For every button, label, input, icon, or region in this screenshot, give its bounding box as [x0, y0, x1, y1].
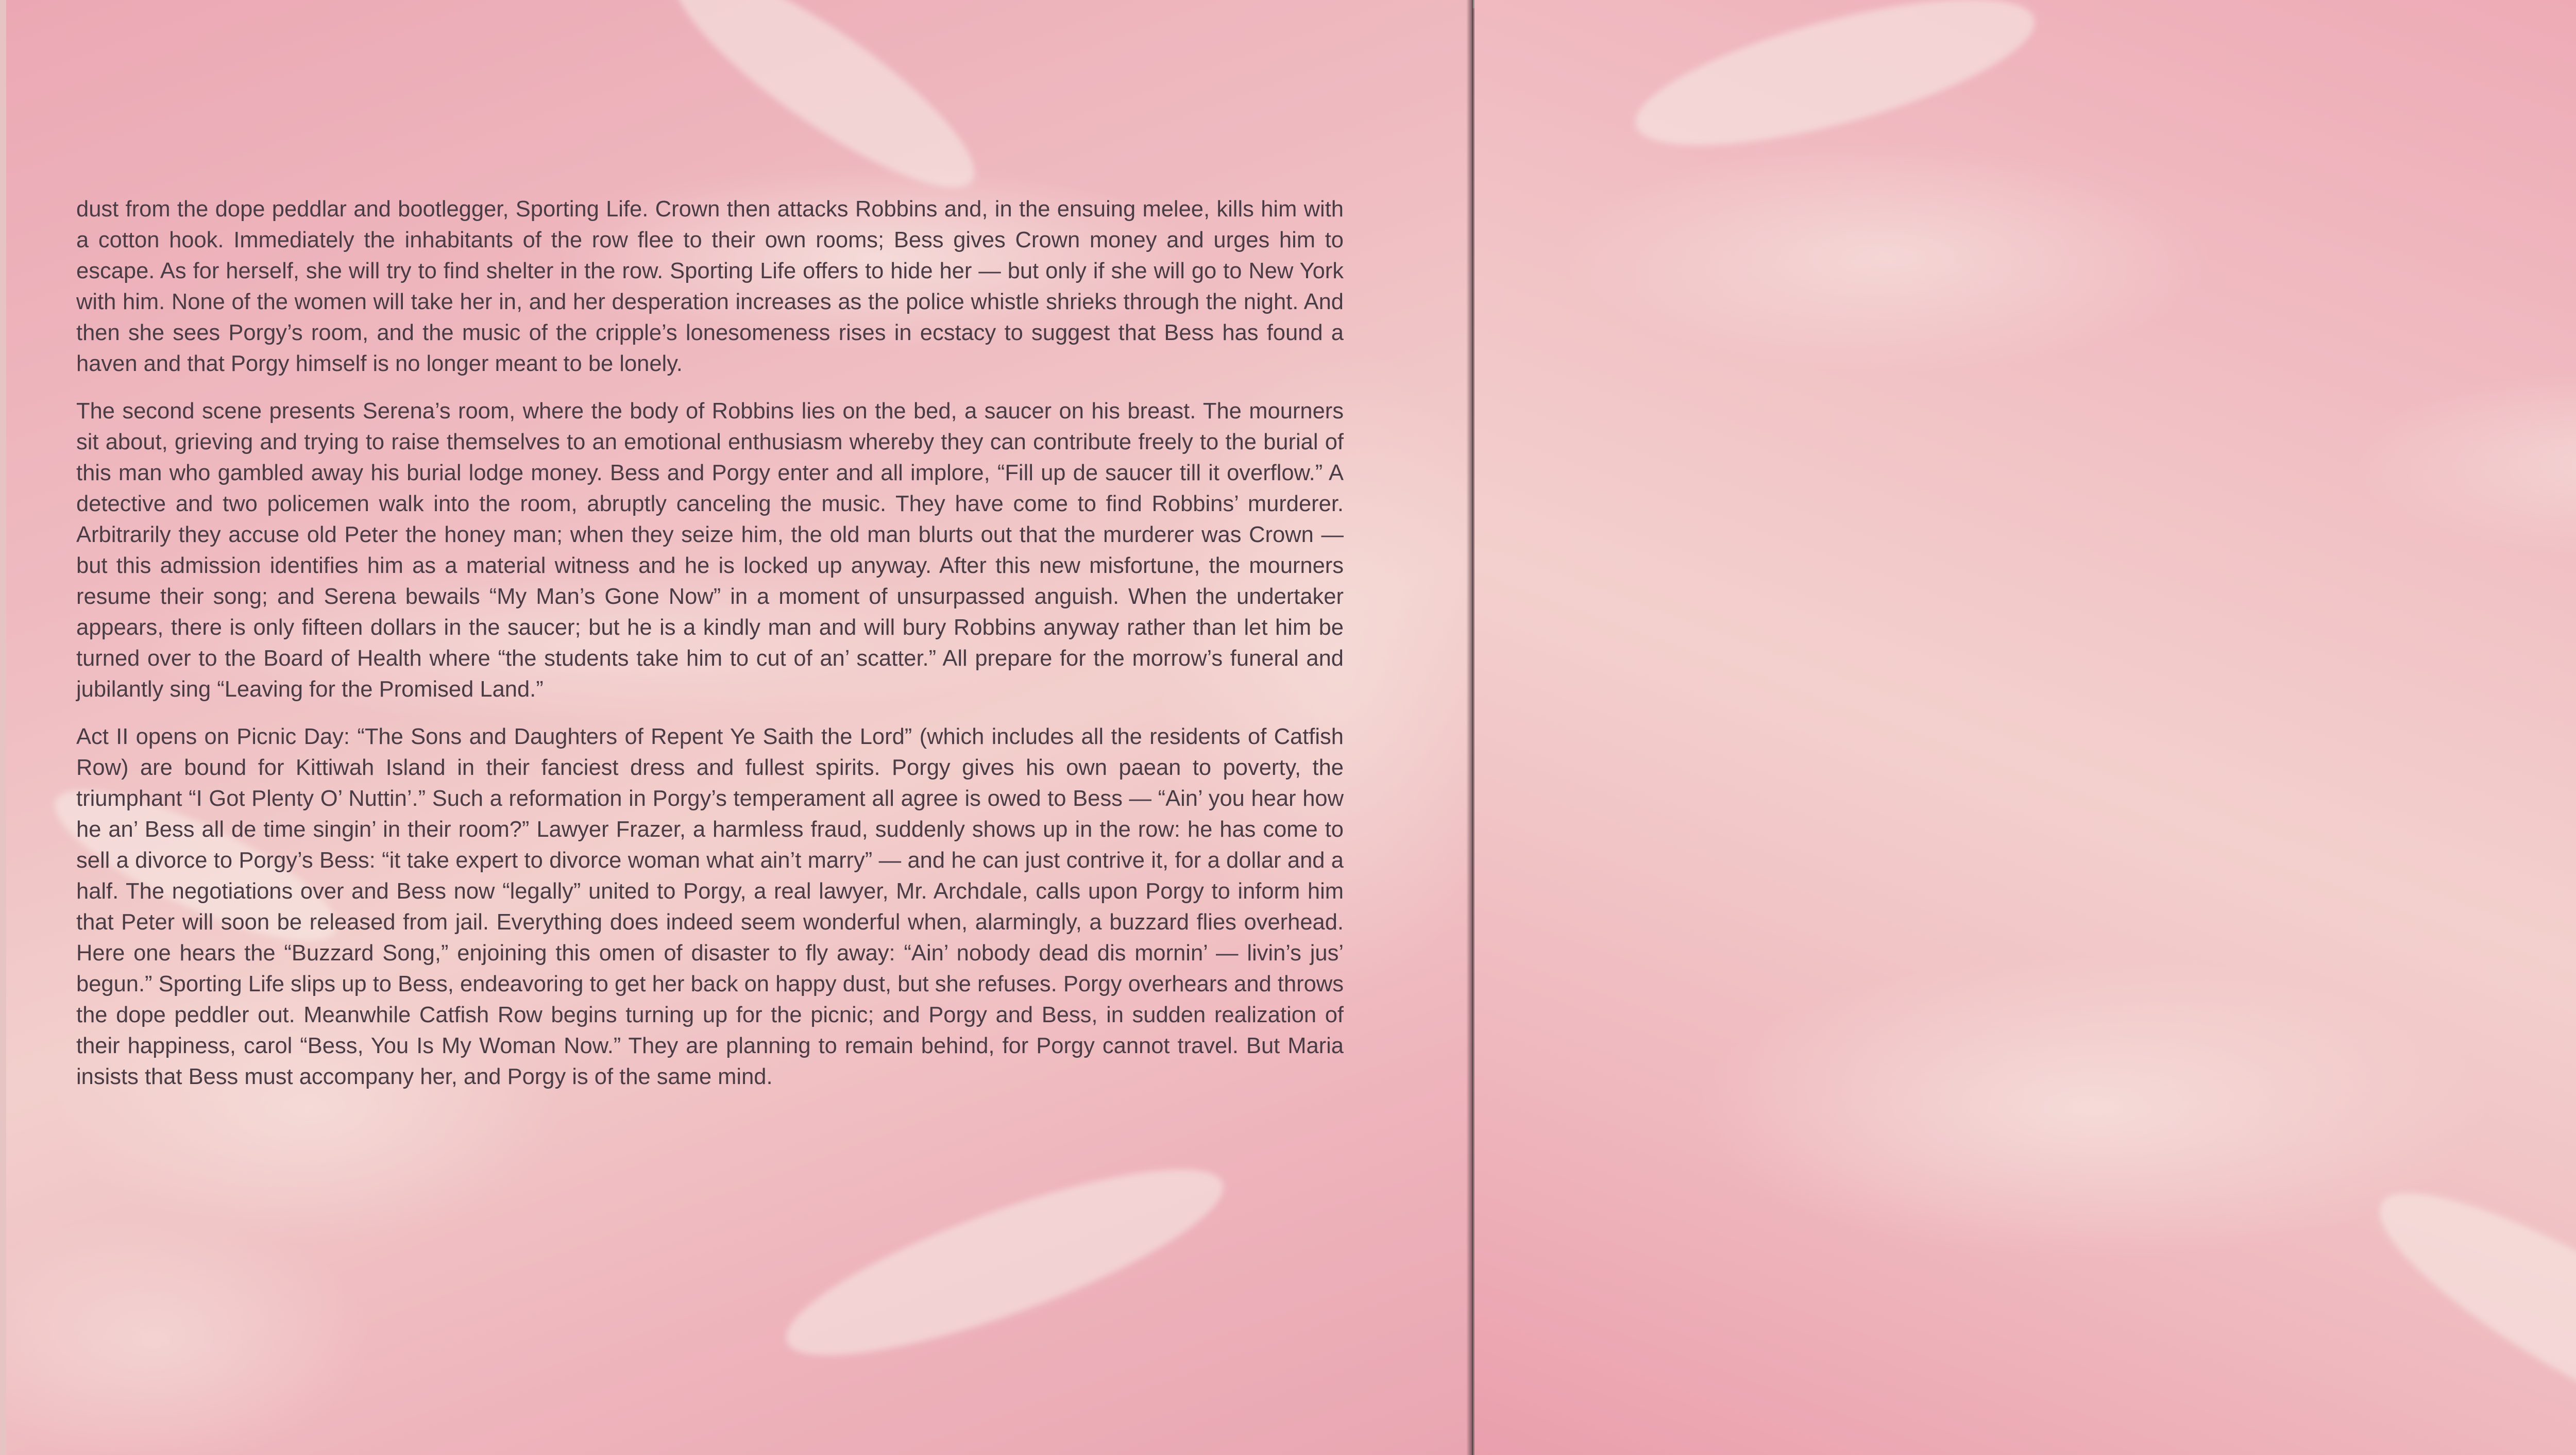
background-streak: [1623, 0, 2048, 175]
paragraph: Act II opens on Picnic Day: “The Sons and Daughters of Repent Ye Saith the Lord” (which includes all the residents of Catfish Row) are bound for Kittiwah Island in their fanciest dress and fullest spirits. Porgy gives his own paean to poverty, the triumphant “I Got Plenty O’ Nuttin’.” Such a reformation in Porgy’s temperament all agree is owed to Bess — “Ain’ you hear how he an’ Bess all de time singin’ in their room?” Lawyer Frazer, a harmless fraud, suddenly shows up in the row: he has come to sell a divorce to Porgy’s Bess: “it take expert to divorce woman what ain’t marry” — and he can just contrive it, for a dollar and a half. The negotiations over and Bess now “legally” united to Porgy, a real lawyer, Mr. Archdale, calls upon Porgy to inform him that Peter will soon be released from jail. Everything does indeed seem wonderful when, alarmingly, a buzzard flies overhead. Here one hears the “Buzzard Song,” enjoining this omen of disaster to fly away: “Ain’ nobody dead dis mornin’ — livin’s jus’ begun.” Sporting Life slips up to Bess, endeavoring to get her back on happy dust, but she refuses. Porgy overhears and throws the dope peddler out. Meanwhile Catfish Row begins turning up for the picnic; and Porgy and Bess, in sudden realization of their happiness, carol “Bess, You Is My Woman Now.” They are planning to remain behind, for Porgy cannot travel. But Maria insists that Bess must accompany her, and Porgy is of the same mind.: [76, 724, 1344, 1089]
background-streak: [2353, 1154, 2576, 1455]
right-page: [1475, 0, 2576, 1455]
background-streak: [769, 1135, 1240, 1390]
paper-left-edge: [0, 0, 6, 1455]
left-page-text: [76, 194, 1344, 1109]
paragraph: The second scene presents Serena’s room, where the body of Robbins lies on the bed, a saucer on his breast. The mourners sit about, grieving and trying to raise themselves to an emotional enthusiasm whereby they can contribute freely to the burial of this man who gambled away his burial lodge money. Bess and Porgy enter and all implore, “Fill up de saucer till it overflow.” A detective and two policemen walk into the room, abruptly canceling the music. They have come to find Robbins’ murderer. Arbitrarily they accuse old Peter the honey man; when they seize him, the old man blurts out that the murderer was Crown — but this admission identifies him as a material witness and he is locked up anyway. After this new misfortune, the mourners resume their song; and Serena bewails “My Man’s Gone Now” in a moment of unsurpassed anguish. When the undertaker appears, there is only fifteen dollars in the saucer; but he is a kindly man and will bury Robbins anyway rather than let him be turned over to the Board of Health where “the students take him to cut of an’ scatter.” All prepare for the morrow’s funeral and jubilantly sing “Leaving for the Promised Land.”: [76, 399, 1344, 702]
background-streak: [650, 0, 999, 218]
paragraph: dust from the dope peddlar and bootlegger, Sporting Life. Crown then attacks Robbins and, in the ensuing melee, kills him with a cotton hook. Immediately the inhabitants of the row flee to their own rooms; Bess gives Crown money and urges him to escape. As for herself, she will try to find shelter in the row. Sporting Life offers to hide her — but only if she will go to New York with him. None of the women will take her in, and her desperation increases as the police whistle shrieks through the night. And then she sees Porgy’s room, and the music of the cripple’s lonesomeness rises in ecstacy to suggest that Bess has found a haven and that Porgy himself is no longer meant to be lonely.: [76, 197, 1344, 376]
